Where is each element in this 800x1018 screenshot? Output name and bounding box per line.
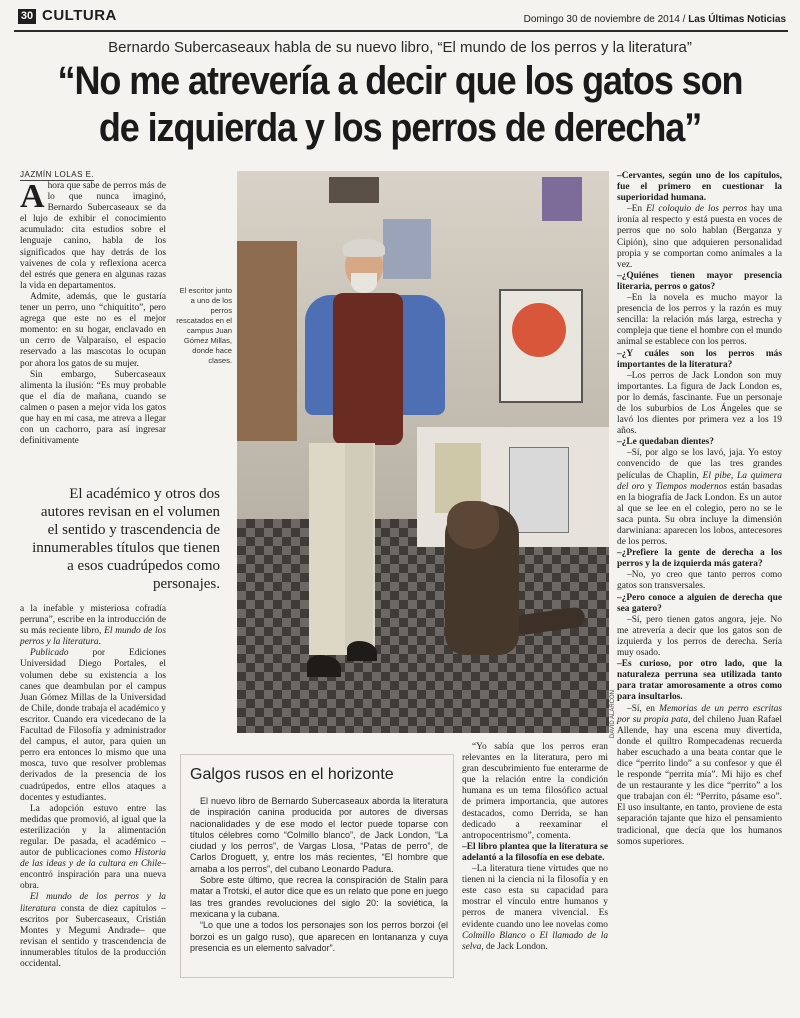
interview-question: –¿Quiénes tienen mayor presencia literaria, perros o gatos? (617, 270, 782, 292)
text-run: , del chileno Juan Rafael Allende, hay una escena muy divertida, donde el quiltro Rompecadenas recuerda haber escuchado a una beata contar que le dice “perrito lindo” a su confesor y que él le responde “perrita mía”. Mi hijo es chef de un restaurante y les dice “perrito” a los que trabajan con él: “Perrito, pásame eso”. El uso insultante, en tanto, proviene de esta separación tajante que hizo el pensamiento tradicional, que decía que los humanos somos superiores. (617, 714, 783, 847)
paragraph: “Yo sabía que los perros eran relevantes en la literatura, pero mi gran descubrimiento fue enterarme de que la relación entre la condición humana es un tema filosófico actual de primera importancia, que autores destacados, como Derrida, se han dedicado a reexaminar el antropocentrismo”, comenta. (462, 742, 608, 841)
photo-man-beard (351, 273, 377, 293)
paragraph: hora que sabe de perros más de lo que nunca imaginó, Bernardo Subercaseaux se da el lujo de exhibir el conocimiento acumulado: cita estudios sobre el lenguaje canino, habla de los significados que hay detrás de los vaivenes de cola y reflexiona acerca del estrés que genera en algunas razas la vida en departamentos. (20, 181, 166, 291)
text-run: –En (627, 204, 647, 215)
paragraph (20, 892, 166, 970)
interview-answer (617, 704, 782, 848)
interview-answer: –Sí, pero tienen gatos angora, jeje. No me atrevería a decir que los gatos son de izquierda y los perros de derecha. Sería muy osado. (617, 614, 782, 659)
newspaper-name: Las Últimas Noticias (688, 14, 786, 25)
interview-answer (617, 204, 782, 271)
paragraph: Sin embargo, Subercaseaux alimenta la ilusión: “Es muy probable que el día de mañana, cuando se calmen o pasen a mejor vida los gatos que hay en mi casa, me atreva a llegar con un cachorro, para así ingresar definitivamente (20, 369, 166, 447)
article-photo (237, 171, 609, 733)
sidebar-title: Galgos rusos en el horizonte (190, 766, 394, 783)
film-title: El pibe (702, 470, 731, 481)
headline: “No me atrevería a decir que los gatos son de izquierda y los perros de derecha” (57, 59, 743, 150)
text-run: o (525, 930, 540, 941)
pull-quote: El académico y otros dos autores revisan en el volumen el sentido y trascendencia de innumerables títulos que tienen a esos cuadrúpedos como personajes. (32, 486, 220, 592)
text-run: a la inefable y misteriosa cofradía perruna”, escribe en la introducción de su más reciente libro, (20, 604, 166, 637)
text-run: La adopción estuvo entre las medidas que promovió, al igual que la esterilización y la alimentación regular. De pasada, el académico –autor de publicaciones como (20, 803, 166, 859)
paragraph: “Lo que une a todos los personajes son los perros borzoi (el borzoi es un galgo ruso), que aparecen en lontananza y cuya presencia es un elemento salvador”. (190, 920, 448, 953)
photo-man-leg (345, 443, 373, 649)
byline: JAZMÍN LOLAS E. (20, 170, 95, 179)
text-run: por Ediciones Universidad Diego Portales, el volumen debe su existencia a los canes que deambulan por el campus Juan Gómez Millas de la Universidad de Chile, donde trabaja el académico y escritor. Cuando era vicedecano de la Facultad de Filosofía y administrador del campus, el autor, para quien un perro era entonces lo mismo que una mosca, tuvo que resolver problemas derivados de la presencia de los cuadrúpedos, entre ellos ataques a docentes y estudiantes. (20, 648, 166, 803)
article-column-1-bottom (20, 604, 166, 970)
interview-question: –Es curioso, por otro lado, que la naturaleza perruna sea utilizada tanto para tratar amorosamente a otros como para insultarlos. (617, 659, 782, 703)
book-title: Colmillo Blanco (462, 930, 526, 941)
photo-poster (383, 219, 431, 279)
text-run: –La literatura tiene virtudes que no tienen ni la ciencia ni la filosofía y en este caso esta su capacidad para mostrar el vínculo entre humanos y perros de manera vivencial. Es evidente cuando uno lee novelas como (462, 864, 608, 930)
text-run: están basadas en la biografía de Jack London. Es un autor al que se lee en el colegio, pero no se le saca punta. Su obra incluye la dimensión darwiniana: aparecen los lobos, antecesores de los perros. (617, 481, 783, 548)
photo-caption: El escritor junto a uno de los perros rescatados en el campus Juan Gómez Millas, donde hace clases. (176, 286, 232, 365)
interview-question: –¿Prefiere la gente de derecha a los perros y la de izquierda más gatera? (617, 548, 782, 570)
issue-date: Domingo 30 de noviembre de 2014 (523, 14, 680, 25)
photo-credit: DAVID ALARCÓN (610, 690, 616, 739)
paragraph (20, 648, 166, 803)
text-run: –Sí, por algo se los lavó, jaja. Yo estoy convencido de que las tres grandes películas de Chaplin, (617, 448, 782, 481)
text-run: y (644, 481, 656, 492)
book-title: Memorias de un perro escritas por su propia pata (617, 703, 782, 725)
photo-man-vest (333, 293, 403, 445)
text-run: hay una ironía al respecto y está puesta en voces de perros que no solo hablan (Berganza y Cipión), sino que adquieren personalidad propia y se comportan como animales a la vez. (617, 204, 783, 270)
interview-question: –¿Y cuáles son los perros más importantes de la literatura? (617, 348, 782, 370)
sidebar-text (190, 796, 448, 954)
interview-answer (617, 448, 782, 548)
text-run: –Sí, en (627, 703, 660, 714)
film-title: La quimera del oro (617, 470, 782, 492)
book-title: El coloquio de los perros (646, 204, 747, 215)
text-run: consta de diez capítulos –escritos por Subercaseaux, Cristián Montes y Megumi Andrade– que revisan el sentido y trascendencia de innumerables títulos de la producción occidental. (20, 903, 166, 969)
film-title: Tiempos modernos (655, 481, 728, 492)
drop-cap: A (20, 178, 45, 215)
interview-answer: –Los perros de Jack London son muy importantes. La figura de Jack London es, por lo demás, fascinante. Fue un personaje de los suburbios de Los Ángeles que se lavó los dientes por primera vez a los 19 años. (617, 370, 782, 437)
article-column-1-top (20, 178, 166, 447)
paragraph (20, 804, 166, 893)
photo-poster (509, 447, 569, 533)
article-column-interview (617, 171, 782, 848)
kicker: Bernardo Subercaseaux habla de su nuevo libro, “El mundo de los perros y la literatura” (108, 39, 692, 56)
text-run: Publicado (30, 648, 69, 659)
paragraph (20, 604, 166, 648)
text-run: . (98, 637, 101, 648)
interview-question: –¿Pero conoce a alguien de derecha que sea gatero? (617, 592, 782, 614)
paragraph: El nuevo libro de Bernardo Subercaseaux aborda la literatura de inspiración canina producida por autores de diversas nacionalidades y de ese modo el lector puede toparse con títulos célebres como “Colmillo blanco”, de Jack London, “La ciudad y los perros”, de Vargas Llosa, “Patas de perro”, de Carlos Droguett, y, entre los más recientes, “El hombre que amaba a los perros”, del cubano Leonardo Padura. (190, 796, 448, 874)
book-title: Historia de las ideas y de la cultura en Chile (20, 848, 166, 870)
book-title: El mundo de los perros y la literatura (20, 892, 166, 914)
section-label: CULTURA (42, 7, 117, 24)
interview-answer: –En la novela es mucho mayor la presencia de los perros y la razón es muy sencilla: la relación más larga, estrecha y compleja que tiene el hombre con el mundo animal se establece con los perros. (617, 293, 782, 348)
dateline (524, 14, 786, 25)
photo-box (329, 177, 379, 203)
interview-question: –El libro plantea que la literatura se adelantó a la filosofía en ese debate. (462, 841, 608, 863)
interview-answer (462, 864, 608, 953)
dateline-separator: / (679, 14, 689, 25)
photo-poster (542, 177, 582, 221)
paragraph: Admite, además, que le gustaría tener un perro, uno “chiquitito”, pero agrega que este no es el mejor momento: en su hogar, enclavado en un cerro de Valparaíso, el espacio reservado a las mascotas lo ocupan por ahora los gatos de su mujer. (20, 291, 166, 369)
header-rule (14, 30, 788, 32)
photo-dog-head (447, 501, 499, 549)
interview-question: –Cervantes, según uno de los capítulos, fue el primero en cuestionar la superioridad humana. (617, 171, 782, 204)
paragraph: Sobre este último, que recrea la conspiración de Stalin para matar a Trotski, el autor dice que es un relato que pone en juego las tres grandes revoluciones del siglo 20: la soviética, la mexicana y la cubana. (190, 875, 448, 919)
interview-answer: –No, yo creo que tanto perros como gatos son transversales. (617, 570, 782, 592)
text-run: , de Jack London. (481, 941, 548, 952)
article-column-3 (462, 742, 608, 953)
photo-shelf (237, 241, 297, 441)
text-run: , (730, 470, 738, 481)
book-title: El llamado de la selva (462, 930, 609, 952)
interview-question: –¿Le quedaban dientes? (617, 437, 714, 448)
photo-poster-circle (512, 303, 566, 357)
photo-man-hair (343, 239, 385, 257)
page-number: 30 (18, 9, 36, 24)
text-run: – encontró inspiración para una nueva obra. (20, 859, 166, 892)
book-title: El mundo de los perros y la literatura (20, 626, 166, 648)
